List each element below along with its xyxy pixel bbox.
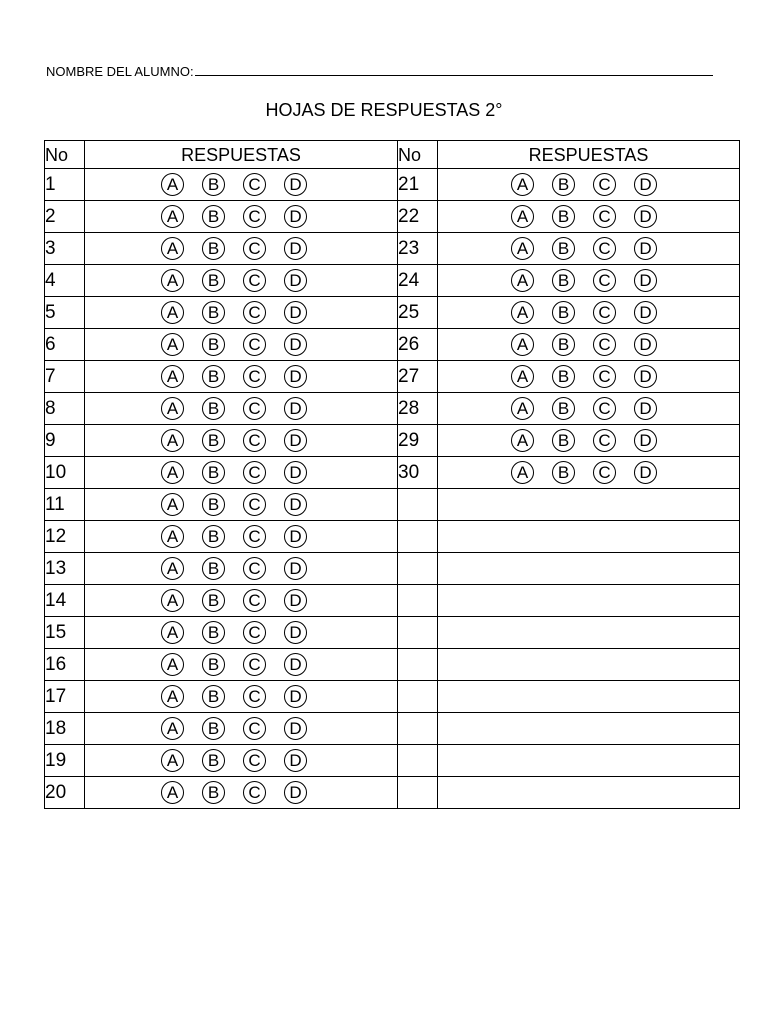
- answer-table-header: [45, 141, 740, 169]
- option-bubble-c[interactable]: C: [593, 461, 616, 484]
- option-bubble-a[interactable]: A: [161, 429, 184, 452]
- option-bubble-d[interactable]: D: [284, 653, 307, 676]
- option-bubble-c[interactable]: C: [243, 173, 266, 196]
- option-bubble-b[interactable]: B: [552, 397, 575, 420]
- option-bubble-b[interactable]: B: [202, 557, 225, 580]
- option-bubble-c[interactable]: C: [243, 557, 266, 580]
- option-bubble-d[interactable]: D: [284, 781, 307, 804]
- student-name-blank[interactable]: [195, 74, 713, 76]
- answer-cell-left: [85, 521, 398, 553]
- answer-cell-right: [438, 489, 740, 521]
- option-bubble-c[interactable]: C: [243, 685, 266, 708]
- option-bubble-b[interactable]: B: [202, 589, 225, 612]
- option-bubble-a[interactable]: A: [161, 557, 184, 580]
- option-bubble-b[interactable]: B: [552, 461, 575, 484]
- answer-options: [85, 265, 397, 296]
- answer-cell-right: [438, 233, 740, 265]
- option-bubble-a[interactable]: A: [511, 205, 534, 228]
- answer-cell-left: [85, 393, 398, 425]
- option-bubble-b[interactable]: B: [552, 205, 575, 228]
- answer-options: [85, 745, 397, 776]
- option-bubble-c[interactable]: C: [243, 717, 266, 740]
- option-bubble-a[interactable]: A: [161, 173, 184, 196]
- option-bubble-d[interactable]: D: [284, 237, 307, 260]
- option-bubble-d[interactable]: D: [284, 397, 307, 420]
- question-number-right: [398, 553, 438, 585]
- option-bubble-d[interactable]: D: [284, 365, 307, 388]
- option-bubble-d[interactable]: D: [284, 525, 307, 548]
- option-bubble-a[interactable]: A: [511, 237, 534, 260]
- table-row: [45, 521, 740, 553]
- option-bubble-c[interactable]: C: [243, 429, 266, 452]
- question-number-right: [398, 489, 438, 521]
- option-bubble-d[interactable]: D: [634, 461, 657, 484]
- answer-options: [85, 777, 397, 808]
- answer-options: [438, 361, 739, 392]
- option-bubble-b[interactable]: B: [202, 205, 225, 228]
- answer-cell-right: [438, 617, 740, 649]
- answer-options: [85, 361, 397, 392]
- option-bubble-b[interactable]: B: [202, 237, 225, 260]
- table-row: [45, 169, 740, 201]
- question-number-right: 25: [398, 297, 438, 329]
- option-bubble-b[interactable]: B: [552, 333, 575, 356]
- option-bubble-d[interactable]: D: [634, 173, 657, 196]
- option-bubble-d[interactable]: D: [284, 269, 307, 292]
- option-bubble-b[interactable]: B: [202, 493, 225, 516]
- option-bubble-a[interactable]: A: [161, 205, 184, 228]
- option-bubble-a[interactable]: A: [161, 461, 184, 484]
- table-row: [45, 585, 740, 617]
- option-bubble-c[interactable]: C: [593, 269, 616, 292]
- option-bubble-a[interactable]: A: [511, 461, 534, 484]
- answer-options: [85, 713, 397, 744]
- option-bubble-c[interactable]: C: [243, 781, 266, 804]
- option-bubble-a[interactable]: A: [161, 301, 184, 324]
- question-number-right: 28: [398, 393, 438, 425]
- table-row: [45, 201, 740, 233]
- answer-options: [438, 169, 739, 200]
- option-bubble-d[interactable]: D: [284, 749, 307, 772]
- answer-cell-left: [85, 617, 398, 649]
- answer-options: [85, 169, 397, 200]
- table-row: [45, 713, 740, 745]
- option-bubble-d[interactable]: D: [634, 205, 657, 228]
- question-number-right: [398, 777, 438, 809]
- option-bubble-d[interactable]: D: [284, 685, 307, 708]
- option-bubble-a[interactable]: A: [161, 781, 184, 804]
- table-row: [45, 329, 740, 361]
- option-bubble-c[interactable]: C: [243, 493, 266, 516]
- option-bubble-d[interactable]: D: [284, 493, 307, 516]
- question-number-left: 18: [45, 713, 85, 745]
- question-number-left: 20: [45, 777, 85, 809]
- answer-cell-left: [85, 681, 398, 713]
- answer-cell-right: [438, 201, 740, 233]
- option-bubble-c[interactable]: C: [593, 397, 616, 420]
- answer-cell-right: [438, 297, 740, 329]
- question-number-left: 16: [45, 649, 85, 681]
- option-bubble-d[interactable]: D: [634, 237, 657, 260]
- question-number-left: 8: [45, 393, 85, 425]
- option-bubble-b[interactable]: B: [202, 749, 225, 772]
- question-number-left: 12: [45, 521, 85, 553]
- answer-cell-left: [85, 777, 398, 809]
- question-number-left: 17: [45, 681, 85, 713]
- option-bubble-b[interactable]: B: [202, 429, 225, 452]
- option-bubble-b[interactable]: B: [202, 781, 225, 804]
- option-bubble-c[interactable]: C: [243, 333, 266, 356]
- answer-options: [438, 425, 739, 456]
- option-bubble-d[interactable]: D: [634, 429, 657, 452]
- option-bubble-b[interactable]: B: [552, 429, 575, 452]
- question-number-right: [398, 617, 438, 649]
- option-bubble-b[interactable]: B: [202, 525, 225, 548]
- answer-cell-right: [438, 777, 740, 809]
- answer-cell-left: [85, 169, 398, 201]
- option-bubble-a[interactable]: A: [511, 269, 534, 292]
- option-bubble-d[interactable]: D: [284, 461, 307, 484]
- answer-options: [438, 265, 739, 296]
- option-bubble-c[interactable]: C: [243, 365, 266, 388]
- option-bubble-d[interactable]: D: [284, 717, 307, 740]
- student-name-field[interactable]: [46, 64, 713, 79]
- option-bubble-b[interactable]: B: [552, 237, 575, 260]
- option-bubble-d[interactable]: D: [284, 205, 307, 228]
- answer-cell-right: [438, 521, 740, 553]
- option-bubble-c[interactable]: C: [243, 237, 266, 260]
- option-bubble-a[interactable]: A: [161, 397, 184, 420]
- question-number-right: [398, 745, 438, 777]
- option-bubble-a[interactable]: A: [161, 621, 184, 644]
- answer-cell-left: [85, 649, 398, 681]
- option-bubble-b[interactable]: B: [202, 269, 225, 292]
- answer-cell-left: [85, 329, 398, 361]
- answer-cell-left: [85, 233, 398, 265]
- answer-cell-right: [438, 169, 740, 201]
- option-bubble-d[interactable]: D: [284, 301, 307, 324]
- answer-options: [85, 489, 397, 520]
- option-bubble-d[interactable]: D: [634, 269, 657, 292]
- answer-cell-right: [438, 681, 740, 713]
- option-bubble-c[interactable]: C: [593, 237, 616, 260]
- option-bubble-d[interactable]: D: [284, 333, 307, 356]
- question-number-left: 1: [45, 169, 85, 201]
- question-number-right: 23: [398, 233, 438, 265]
- page-title: HOJAS DE RESPUESTAS 2°: [265, 100, 503, 120]
- table-row: [45, 553, 740, 585]
- answer-table: [44, 140, 740, 809]
- question-number-left: 14: [45, 585, 85, 617]
- answer-options: [85, 585, 397, 616]
- answer-cell-right: [438, 457, 740, 489]
- option-bubble-d[interactable]: D: [284, 557, 307, 580]
- option-bubble-b[interactable]: B: [202, 333, 225, 356]
- table-row: [45, 649, 740, 681]
- question-number-left: 19: [45, 745, 85, 777]
- option-bubble-d[interactable]: D: [284, 173, 307, 196]
- answer-cell-right: [438, 329, 740, 361]
- answer-cell-right: [438, 713, 740, 745]
- option-bubble-b[interactable]: B: [202, 461, 225, 484]
- option-bubble-a[interactable]: A: [161, 589, 184, 612]
- answer-cell-left: [85, 457, 398, 489]
- option-bubble-c[interactable]: C: [243, 269, 266, 292]
- option-bubble-a[interactable]: A: [161, 493, 184, 516]
- answer-options: [438, 329, 739, 360]
- table-row: [45, 297, 740, 329]
- option-bubble-a[interactable]: A: [161, 653, 184, 676]
- answer-cell-right: [438, 585, 740, 617]
- answer-options: [85, 457, 397, 488]
- option-bubble-b[interactable]: B: [202, 685, 225, 708]
- option-bubble-a[interactable]: A: [161, 237, 184, 260]
- question-number-left: 11: [45, 489, 85, 521]
- option-bubble-d[interactable]: D: [634, 333, 657, 356]
- answer-cell-left: [85, 553, 398, 585]
- option-bubble-d[interactable]: D: [284, 589, 307, 612]
- option-bubble-a[interactable]: A: [511, 333, 534, 356]
- column-header-no-left: No: [45, 141, 85, 169]
- answer-cell-left: [85, 489, 398, 521]
- option-bubble-d[interactable]: D: [634, 301, 657, 324]
- answer-options: [438, 457, 739, 488]
- table-row: [45, 681, 740, 713]
- question-number-right: 29: [398, 425, 438, 457]
- option-bubble-c[interactable]: C: [243, 621, 266, 644]
- option-bubble-d[interactable]: D: [634, 365, 657, 388]
- answer-cell-right: [438, 361, 740, 393]
- option-bubble-a[interactable]: A: [161, 717, 184, 740]
- option-bubble-b[interactable]: B: [202, 717, 225, 740]
- table-row: [45, 425, 740, 457]
- option-bubble-c[interactable]: C: [243, 205, 266, 228]
- question-number-left: 10: [45, 457, 85, 489]
- option-bubble-c[interactable]: C: [243, 301, 266, 324]
- answer-options: [85, 681, 397, 712]
- option-bubble-b[interactable]: B: [202, 653, 225, 676]
- option-bubble-b[interactable]: B: [202, 397, 225, 420]
- question-number-right: 21: [398, 169, 438, 201]
- option-bubble-a[interactable]: A: [511, 365, 534, 388]
- answer-options: [85, 233, 397, 264]
- question-number-right: 22: [398, 201, 438, 233]
- question-number-right: [398, 713, 438, 745]
- answer-cell-left: [85, 265, 398, 297]
- option-bubble-b[interactable]: B: [202, 621, 225, 644]
- option-bubble-a[interactable]: A: [511, 173, 534, 196]
- option-bubble-a[interactable]: A: [161, 333, 184, 356]
- option-bubble-a[interactable]: A: [511, 397, 534, 420]
- answer-options: [438, 201, 739, 232]
- table-row: [45, 457, 740, 489]
- question-number-left: 7: [45, 361, 85, 393]
- question-number-left: 5: [45, 297, 85, 329]
- question-number-right: 30: [398, 457, 438, 489]
- answer-options: [438, 297, 739, 328]
- question-number-left: 13: [45, 553, 85, 585]
- option-bubble-b[interactable]: B: [552, 301, 575, 324]
- answer-cell-left: [85, 713, 398, 745]
- answer-cell-right: [438, 425, 740, 457]
- option-bubble-b[interactable]: B: [202, 301, 225, 324]
- table-row: [45, 777, 740, 809]
- table-row: [45, 265, 740, 297]
- answer-cell-left: [85, 425, 398, 457]
- answer-cell-left: [85, 745, 398, 777]
- column-header-answers-left: RESPUESTAS: [85, 141, 398, 169]
- question-number-right: [398, 649, 438, 681]
- answer-options: [438, 233, 739, 264]
- answer-options: [85, 425, 397, 456]
- option-bubble-c[interactable]: C: [593, 365, 616, 388]
- table-row: [45, 489, 740, 521]
- option-bubble-c[interactable]: C: [243, 461, 266, 484]
- option-bubble-b[interactable]: B: [552, 173, 575, 196]
- answer-options: [85, 329, 397, 360]
- question-number-left: 4: [45, 265, 85, 297]
- question-number-right: [398, 681, 438, 713]
- option-bubble-d[interactable]: D: [284, 429, 307, 452]
- answer-table-body: [45, 169, 740, 809]
- option-bubble-c[interactable]: C: [243, 589, 266, 612]
- question-number-left: 3: [45, 233, 85, 265]
- option-bubble-a[interactable]: A: [161, 269, 184, 292]
- option-bubble-a[interactable]: A: [161, 749, 184, 772]
- answer-options: [85, 393, 397, 424]
- answer-cell-left: [85, 361, 398, 393]
- column-header-no-right: No: [398, 141, 438, 169]
- option-bubble-a[interactable]: A: [511, 429, 534, 452]
- table-row: [45, 361, 740, 393]
- option-bubble-a[interactable]: A: [161, 365, 184, 388]
- answer-cell-left: [85, 585, 398, 617]
- option-bubble-a[interactable]: A: [161, 685, 184, 708]
- option-bubble-c[interactable]: C: [593, 333, 616, 356]
- option-bubble-c[interactable]: C: [243, 653, 266, 676]
- option-bubble-c[interactable]: C: [593, 301, 616, 324]
- question-number-right: 26: [398, 329, 438, 361]
- answer-options: [85, 297, 397, 328]
- option-bubble-c[interactable]: C: [593, 205, 616, 228]
- option-bubble-c[interactable]: C: [593, 173, 616, 196]
- answer-cell-left: [85, 297, 398, 329]
- option-bubble-b[interactable]: B: [552, 365, 575, 388]
- option-bubble-b[interactable]: B: [202, 173, 225, 196]
- question-number-left: 9: [45, 425, 85, 457]
- option-bubble-d[interactable]: D: [634, 397, 657, 420]
- option-bubble-b[interactable]: B: [202, 365, 225, 388]
- answer-options: [438, 393, 739, 424]
- table-row: [45, 393, 740, 425]
- question-number-left: 6: [45, 329, 85, 361]
- table-row: [45, 233, 740, 265]
- question-number-left: 15: [45, 617, 85, 649]
- option-bubble-b[interactable]: B: [552, 269, 575, 292]
- answer-cell-left: [85, 201, 398, 233]
- answer-options: [85, 649, 397, 680]
- question-number-right: [398, 585, 438, 617]
- student-name-label: NOMBRE DEL ALUMNO:: [46, 64, 194, 79]
- option-bubble-c[interactable]: C: [243, 525, 266, 548]
- answer-options: [85, 553, 397, 584]
- table-row: [45, 745, 740, 777]
- question-number-right: 24: [398, 265, 438, 297]
- answer-cell-right: [438, 393, 740, 425]
- option-bubble-c[interactable]: C: [243, 397, 266, 420]
- question-number-right: 27: [398, 361, 438, 393]
- option-bubble-c[interactable]: C: [243, 749, 266, 772]
- answer-cell-right: [438, 649, 740, 681]
- question-number-left: 2: [45, 201, 85, 233]
- answer-options: [85, 521, 397, 552]
- option-bubble-c[interactable]: C: [593, 429, 616, 452]
- option-bubble-d[interactable]: D: [284, 621, 307, 644]
- question-number-right: [398, 521, 438, 553]
- answer-cell-right: [438, 745, 740, 777]
- answer-options: [85, 201, 397, 232]
- answer-options: [85, 617, 397, 648]
- answer-cell-right: [438, 265, 740, 297]
- option-bubble-a[interactable]: A: [161, 525, 184, 548]
- column-header-answers-right: RESPUESTAS: [438, 141, 740, 169]
- answer-cell-right: [438, 553, 740, 585]
- table-row: [45, 617, 740, 649]
- option-bubble-a[interactable]: A: [511, 301, 534, 324]
